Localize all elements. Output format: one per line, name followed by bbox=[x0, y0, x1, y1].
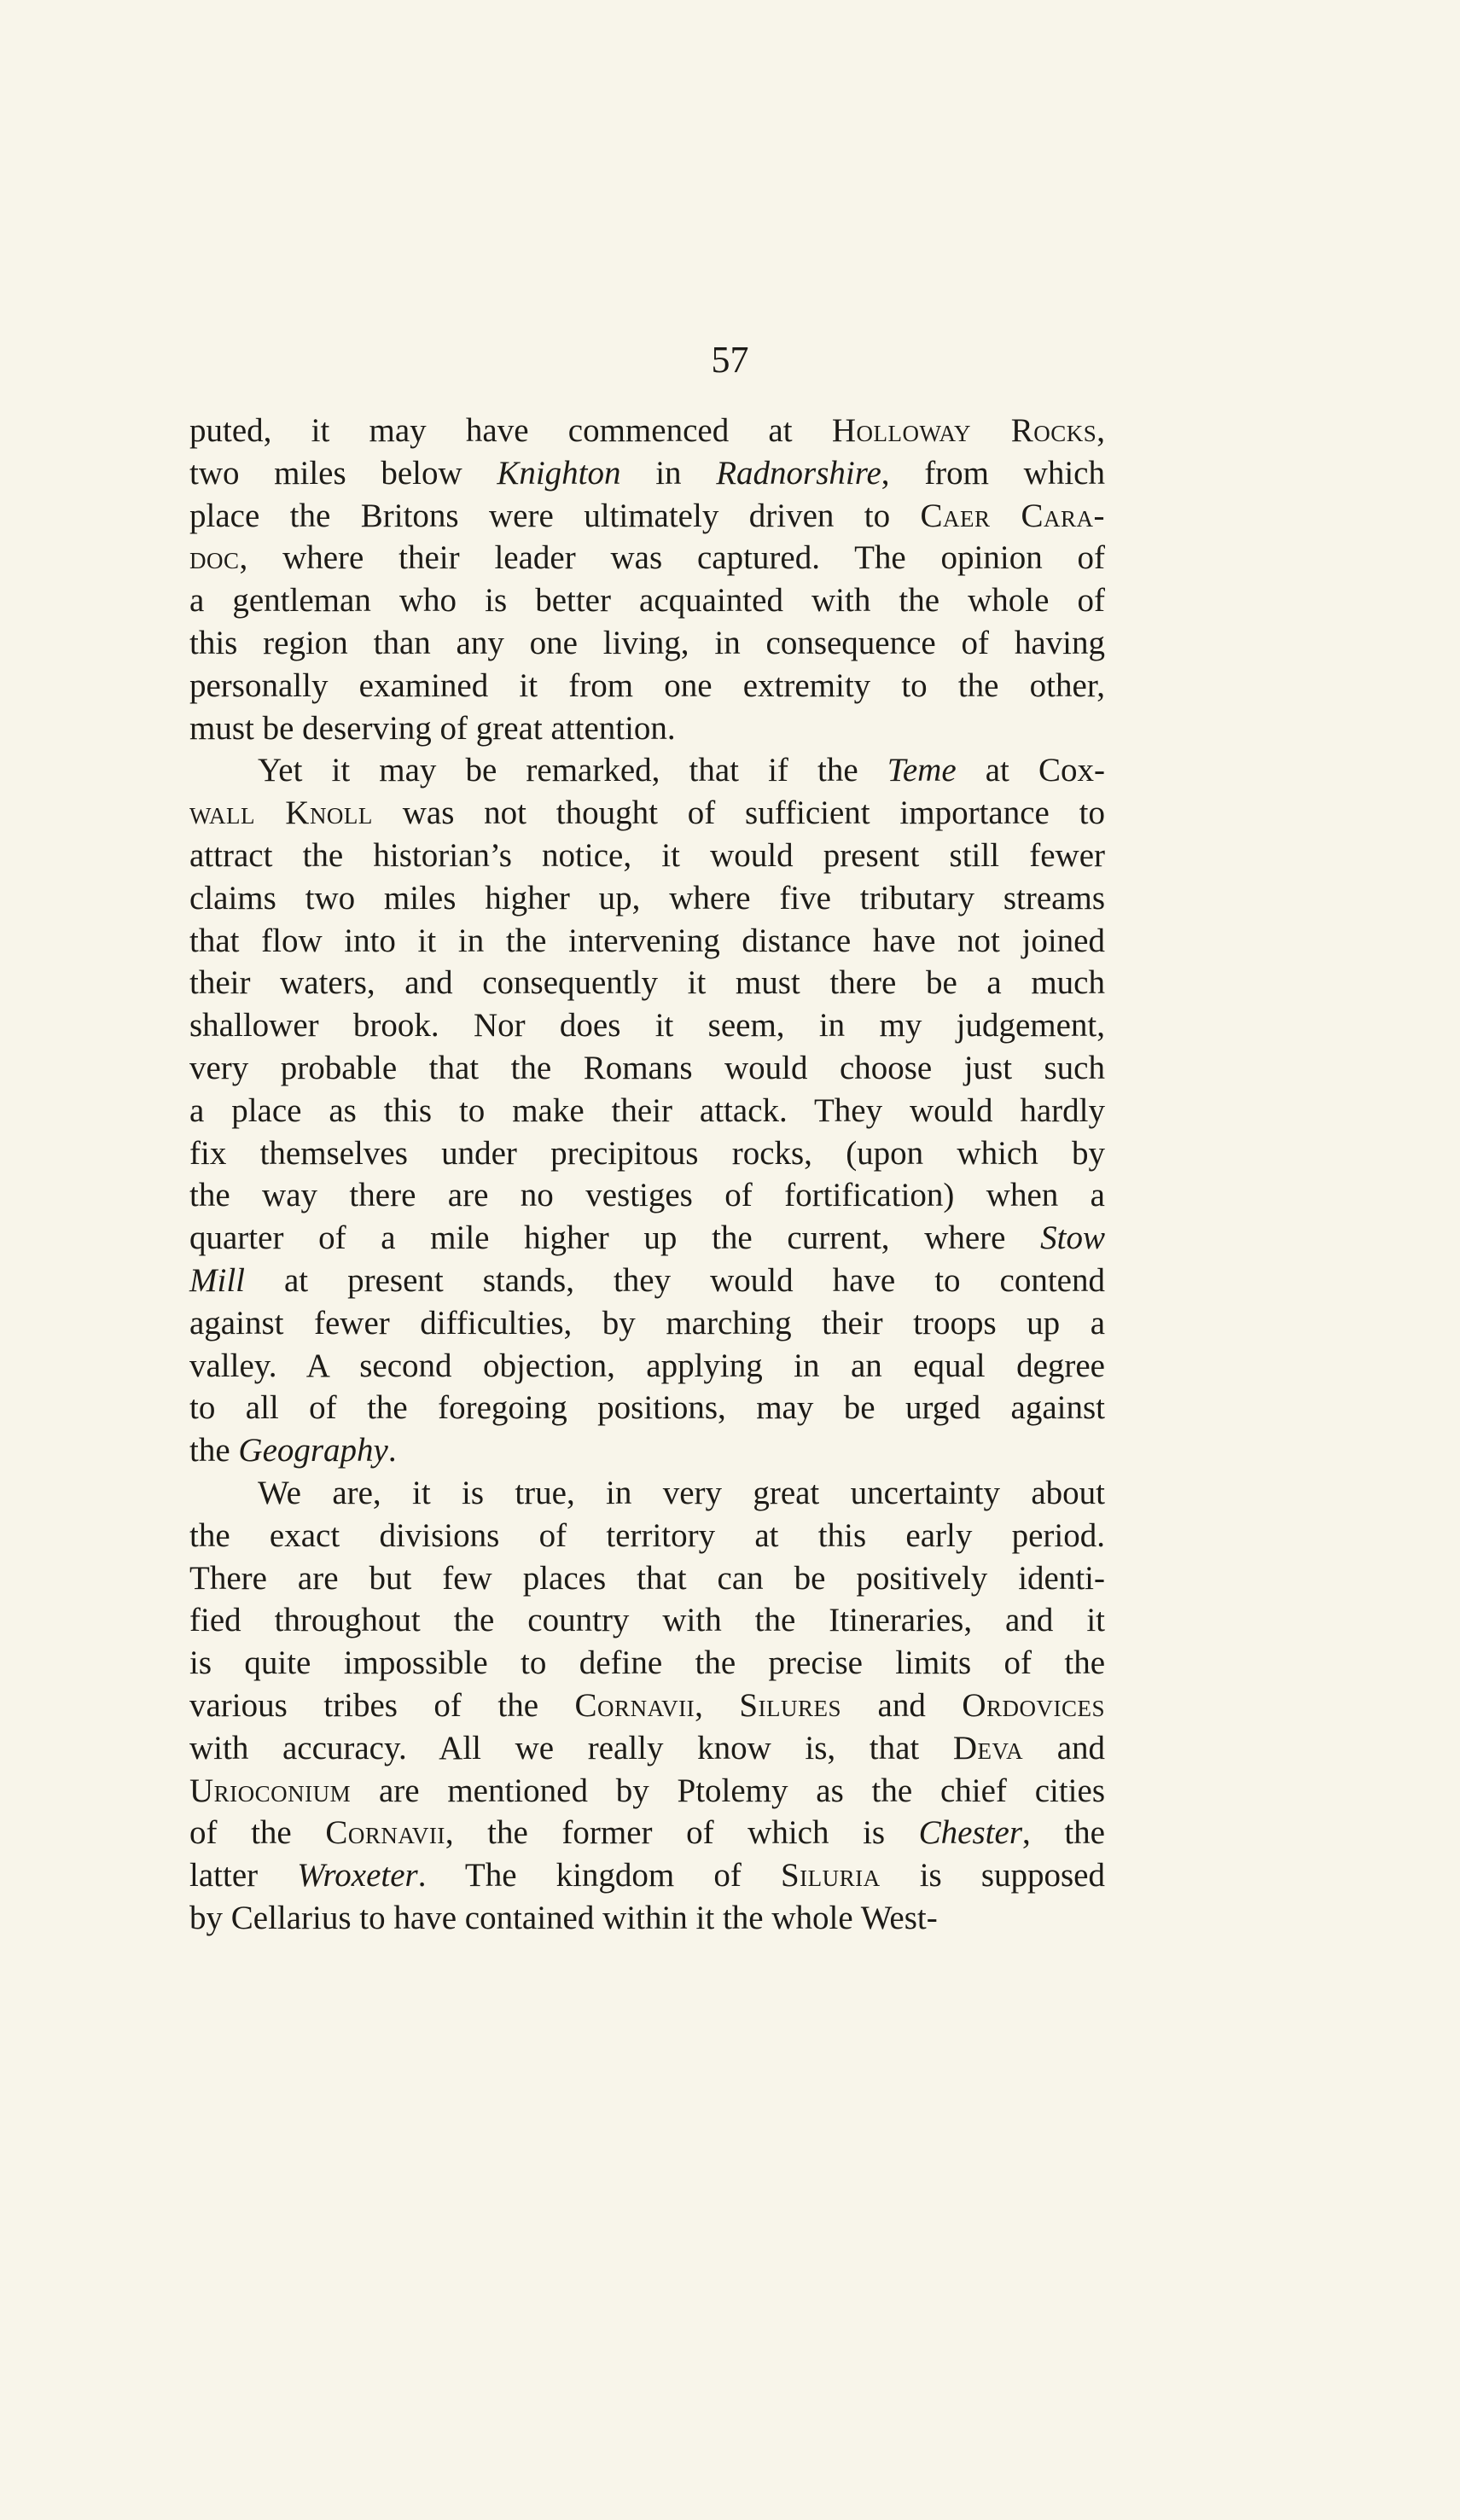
text-line bbox=[189, 1685, 1105, 1727]
text-run: , bbox=[1096, 412, 1105, 449]
small-caps-text: Caer Cara- bbox=[920, 497, 1105, 534]
text-line bbox=[189, 1854, 1105, 1897]
text-run: We are, it is true, in very great uncertainty about bbox=[258, 1474, 1105, 1511]
text-line bbox=[189, 962, 1105, 1004]
text-run: very probable that the Romans would choose just such bbox=[189, 1049, 1105, 1086]
text-run: shallower brook. Nor does it seem, in my judgement, bbox=[189, 1007, 1105, 1045]
text-line bbox=[189, 707, 1105, 750]
text-run: attract the historian’s notice, it would present still fewer bbox=[189, 836, 1105, 874]
text-line bbox=[189, 622, 1105, 665]
text-run: the bbox=[189, 1432, 239, 1470]
text-line bbox=[189, 1897, 1105, 1940]
text-line bbox=[189, 452, 1105, 495]
text-run: this region than any one living, in consequence of having bbox=[189, 624, 1105, 661]
body-text bbox=[189, 410, 1105, 1940]
text-run: , the former of which is bbox=[445, 1814, 919, 1852]
italic-text: Radnorshire bbox=[716, 454, 881, 492]
text-run: is supposed bbox=[880, 1857, 1105, 1894]
text-line bbox=[189, 1345, 1105, 1388]
text-line bbox=[189, 920, 1105, 963]
text-run: was not thought of sufficient importance to bbox=[372, 794, 1105, 832]
italic-text: Knighton bbox=[497, 454, 621, 492]
small-caps-text: Silures bbox=[739, 1686, 842, 1724]
text-run: by Cellarius to have contained within it the whole West- bbox=[189, 1899, 938, 1936]
text-run: There are but few places that can be positively identi- bbox=[189, 1559, 1105, 1597]
text-line bbox=[189, 1132, 1105, 1175]
text-run: that flow into it in the intervening distance have not joined bbox=[189, 922, 1105, 959]
text-run: personally examined it from one extremity to the other, bbox=[189, 666, 1105, 704]
text-line bbox=[189, 835, 1105, 877]
text-line bbox=[189, 665, 1105, 707]
text-line bbox=[189, 749, 1105, 792]
text-line bbox=[189, 1004, 1105, 1047]
small-caps-text: wall Knoll bbox=[189, 794, 373, 832]
text-run: of the bbox=[189, 1814, 326, 1852]
text-run: two miles below bbox=[189, 454, 497, 492]
small-caps-text: Siluria bbox=[780, 1857, 881, 1894]
text-line bbox=[189, 1260, 1105, 1302]
text-run: are mentioned by Ptolemy as the chief cities bbox=[351, 1772, 1105, 1809]
small-caps-text: Urioconium bbox=[189, 1772, 352, 1809]
text-run: fied throughout the country with the Itineraries, and it bbox=[189, 1602, 1105, 1639]
text-run: in bbox=[620, 454, 717, 492]
text-line bbox=[189, 579, 1105, 622]
text-run: , bbox=[695, 1686, 740, 1724]
text-line bbox=[189, 1090, 1105, 1132]
text-line bbox=[189, 1812, 1105, 1854]
text-run: their waters, and consequently it must there be a much bbox=[189, 964, 1105, 1002]
text-line bbox=[189, 877, 1105, 920]
text-run: , the bbox=[1022, 1814, 1105, 1852]
text-line bbox=[189, 1515, 1105, 1557]
italic-text: Mill bbox=[189, 1261, 245, 1299]
small-caps-text: doc bbox=[189, 539, 240, 577]
text-run: at Cox- bbox=[956, 752, 1105, 789]
text-line bbox=[189, 410, 1105, 452]
text-run: Yet it may be remarked, that if the bbox=[258, 752, 887, 789]
text-line bbox=[189, 1472, 1105, 1515]
small-caps-text: Ordovices bbox=[962, 1686, 1106, 1724]
text-run: is quite impossible to define the precise limits of the bbox=[189, 1644, 1105, 1682]
text-line bbox=[189, 1557, 1105, 1600]
text-line bbox=[189, 1217, 1105, 1260]
text-run: puted, it may have commenced at bbox=[189, 412, 832, 449]
italic-text: Stow bbox=[1040, 1219, 1105, 1257]
small-caps-text: Deva bbox=[952, 1729, 1024, 1766]
text-run: fix themselves under precipitous rocks, (upon which by bbox=[189, 1134, 1105, 1172]
text-line bbox=[189, 792, 1105, 835]
text-line bbox=[189, 1047, 1105, 1090]
small-caps-text: Cornavii bbox=[325, 1814, 445, 1852]
text-line bbox=[189, 1429, 1105, 1472]
text-run: , where their leader was captured. The opinion of bbox=[239, 539, 1105, 577]
text-run: against fewer difficulties, by marching their troops up a bbox=[189, 1304, 1105, 1341]
text-run: to all of the foregoing positions, may be urged against bbox=[189, 1389, 1105, 1427]
text-run: latter bbox=[189, 1857, 298, 1894]
text-run: , from which bbox=[881, 454, 1105, 492]
text-run: the way there are no vestiges of fortification) when a bbox=[189, 1177, 1105, 1214]
text-line bbox=[189, 1174, 1105, 1217]
italic-text: Wroxeter bbox=[297, 1857, 418, 1894]
italic-text: Teme bbox=[887, 752, 957, 789]
text-line bbox=[189, 1642, 1105, 1685]
text-line bbox=[189, 1387, 1105, 1429]
text-line bbox=[189, 1727, 1105, 1770]
text-run: the exact divisions of territory at this early period. bbox=[189, 1516, 1105, 1554]
italic-text: Geography bbox=[238, 1432, 388, 1470]
small-caps-text: Cornavii bbox=[574, 1686, 695, 1724]
text-line bbox=[189, 495, 1105, 538]
text-run: and bbox=[1023, 1729, 1106, 1766]
text-run: various tribes of the bbox=[189, 1686, 575, 1724]
text-line bbox=[189, 1770, 1105, 1813]
italic-text: Chester bbox=[918, 1814, 1022, 1852]
small-caps-text: Holloway Rocks bbox=[831, 412, 1097, 449]
text-run: place the Britons were ultimately driven to bbox=[189, 497, 921, 534]
text-run: at present stands, they would have to contend bbox=[245, 1261, 1105, 1299]
page-number: 57 bbox=[711, 339, 749, 381]
text-run: with accuracy. All we really know is, that bbox=[189, 1729, 953, 1766]
text-run: quarter of a mile higher up the current, where bbox=[189, 1219, 1041, 1257]
text-line bbox=[189, 1599, 1105, 1642]
text-line bbox=[189, 537, 1105, 579]
text-run: claims two miles higher up, where five tributary streams bbox=[189, 879, 1105, 917]
text-line bbox=[189, 1302, 1105, 1345]
text-run: . bbox=[387, 1432, 397, 1470]
text-run: and bbox=[841, 1686, 963, 1724]
text-run: must be deserving of great attention. bbox=[189, 709, 676, 747]
text-run: a place as this to make their attack. They would hardly bbox=[189, 1091, 1105, 1129]
text-run: . The kingdom of bbox=[417, 1857, 781, 1894]
text-run: valley. A second objection, applying in an equal degree bbox=[189, 1347, 1105, 1384]
text-run: a gentleman who is better acquainted with the whole of bbox=[189, 582, 1105, 620]
